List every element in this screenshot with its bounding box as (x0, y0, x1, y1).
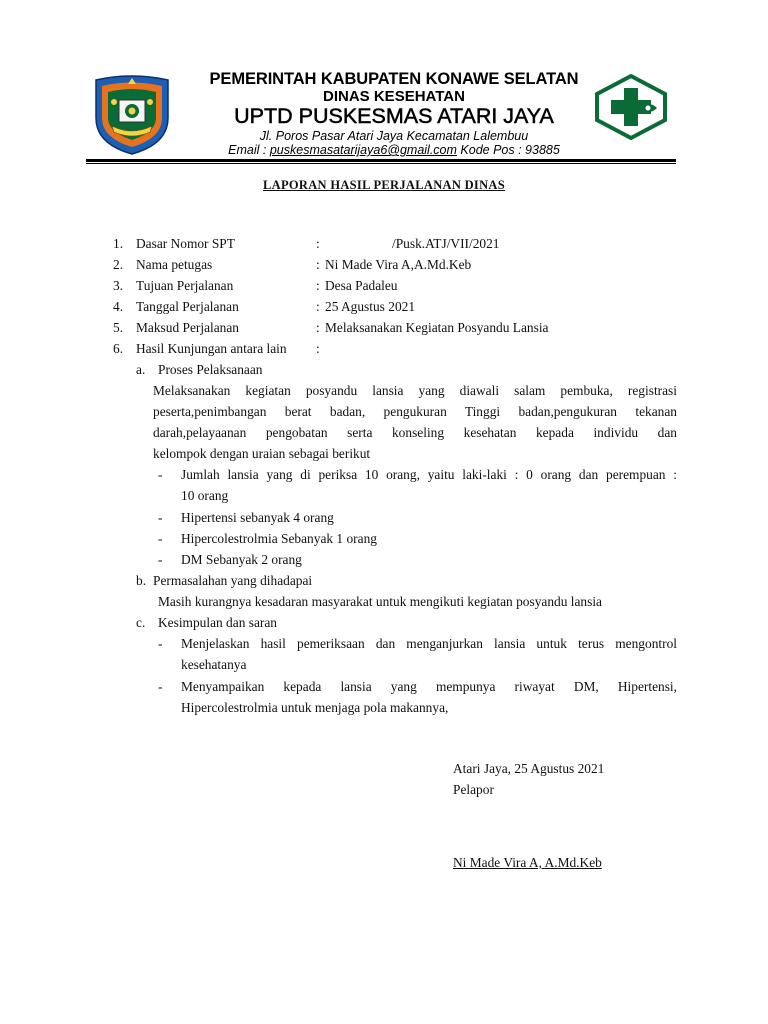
bullet-item (181, 633, 677, 675)
contact-line (160, 143, 628, 157)
bullet-dash: - (158, 531, 163, 546)
field-colon: : (316, 236, 320, 251)
field-label: Nama petugas (136, 257, 213, 272)
field-value: Desa Padaleu (325, 278, 398, 293)
department-name: DINAS KESEHATAN (323, 88, 465, 105)
email-label: Email : (228, 143, 267, 157)
bullet-line: Hipertensi sebanyak 4 orang (181, 510, 334, 525)
bullet-item (181, 676, 677, 718)
letterhead-rule-thick (86, 159, 676, 162)
process-paragraph (153, 380, 677, 464)
document-title: LAPORAN HASIL PERJALANAN DINAS (262, 178, 505, 192)
health-cross-icon (595, 74, 667, 140)
bullet-line: Hipercolestrolmia Sebanyak 1 orang (181, 531, 377, 546)
government-name: PEMERINTAH KABUPATEN KONAWE SELATAN (209, 70, 579, 88)
field-number: 4. (113, 299, 124, 314)
section-heading: Kesimpulan dan saran (158, 615, 277, 630)
bullet-dash: - (158, 636, 163, 651)
postcode: Kode Pos : 93885 (460, 143, 560, 157)
bullet-dash: - (158, 679, 163, 694)
field-label: Tujuan Perjalanan (136, 278, 234, 293)
field-number: 5. (113, 320, 124, 335)
field-value: Ni Made Vira A,A.Md.Keb (325, 257, 472, 272)
bullet-line: 10 orang (181, 488, 229, 503)
section-heading: Proses Pelaksanaan (158, 362, 263, 377)
signature-role: Pelapor (453, 782, 494, 797)
bullet-dash: - (158, 510, 163, 525)
field-number: 3. (113, 278, 124, 293)
email-link[interactable]: puskesmasatarijaya6@gmail.com (269, 143, 457, 157)
field-label: Maksud Perjalanan (136, 320, 240, 335)
section-marker: b. (136, 573, 147, 588)
bullet-line: DM Sebanyak 2 orang (181, 552, 302, 567)
field-colon: : (316, 257, 320, 272)
field-value: 25 Agustus 2021 (325, 299, 416, 314)
field-number: 2. (113, 257, 124, 272)
field-value: /Pusk.ATJ/VII/2021 (392, 236, 500, 251)
field-label: Dasar Nomor SPT (136, 236, 235, 251)
letterhead (160, 70, 628, 157)
signature-name: Ni Made Vira A, A.Md.Keb (453, 855, 602, 870)
paragraph-line: peserta,penimbangan berat badan, pengukuran Tinggi badan,pengukuran tekanan (153, 404, 677, 419)
section-marker: a. (136, 362, 146, 377)
institution-address: Jl. Poros Pasar Atari Jaya Kecamatan Lalembuu (259, 129, 529, 143)
field-number: 6. (113, 341, 124, 356)
problem-text: Masih kurangnya kesadaran masyarakat untuk mengikuti kegiatan posyandu lansia (158, 594, 602, 609)
section-heading: Permasalahan yang dihadapai (153, 573, 313, 588)
bullet-item (181, 464, 677, 506)
paragraph-line: kelompok dengan uraian sebagai berikut (153, 446, 371, 461)
section-marker: c. (136, 615, 146, 630)
paragraph-line: Melaksanakan kegiatan posyandu lansia yang diawali salam pembuka, registrasi (153, 383, 677, 398)
letterhead-rule-thin (86, 163, 676, 164)
institution-name: UPTD PUSKESMAS ATARI JAYA (234, 104, 554, 128)
field-number: 1. (113, 236, 124, 251)
field-colon: : (316, 299, 320, 314)
field-colon: : (316, 320, 320, 335)
paragraph-line: darah,pelayaanan pengobatan serta konseling kesehatan kepada individu dan (153, 425, 677, 440)
bullet-line: Menyampaikan kepada lansia yang mempunya riwayat DM, Hipertensi, (181, 679, 677, 694)
field-colon: : (316, 341, 320, 356)
field-label: Tanggal Perjalanan (136, 299, 239, 314)
bullet-dash: - (158, 552, 163, 567)
bullet-dash: - (158, 467, 163, 482)
bullet-line: Menjelaskan hasil pemeriksaan dan menganjurkan lansia untuk terus mengontrol (181, 636, 677, 651)
bullet-line: kesehatanya (181, 657, 247, 672)
field-value: Melaksanakan Kegiatan Posyandu Lansia (325, 320, 549, 335)
field-colon: : (316, 278, 320, 293)
signature-place-date: Atari Jaya, 25 Agustus 2021 (453, 761, 605, 776)
bullet-line: Jumlah lansia yang di periksa 10 orang, yaitu laki-laki : 0 orang dan perempuan : (181, 467, 677, 482)
field-label: Hasil Kunjungan antara lain (136, 341, 287, 356)
bullet-line: Hipercolestrolmia untuk menjaga pola makannya, (181, 700, 449, 715)
